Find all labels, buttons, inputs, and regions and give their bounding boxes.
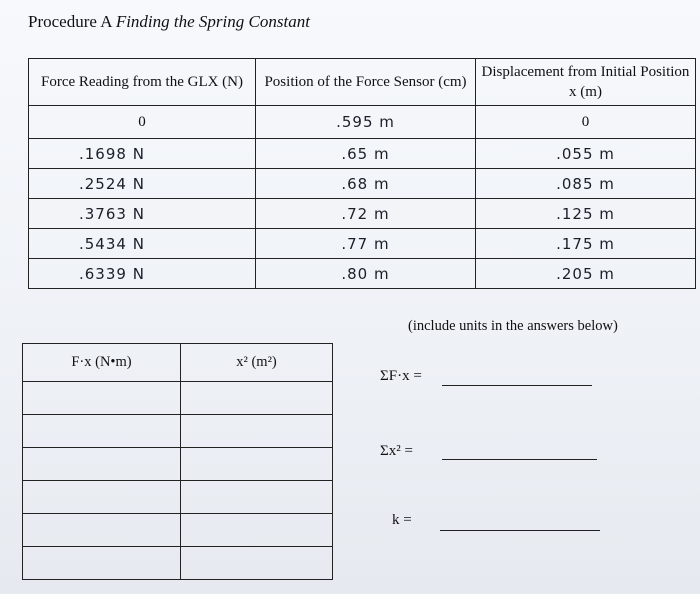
table-row <box>23 547 333 580</box>
x2-cell[interactable] <box>181 448 333 481</box>
table-row <box>29 139 696 169</box>
procedure-prefix: Procedure A <box>28 12 112 31</box>
header-position: Position of the Force Sensor (cm) <box>256 59 476 106</box>
table-row <box>23 448 333 481</box>
fx-cell[interactable] <box>23 415 181 448</box>
displacement-cell[interactable]: .055 m <box>476 139 696 169</box>
sum-x2-label: Σx² = <box>380 443 413 459</box>
fx-cell[interactable] <box>23 448 181 481</box>
x2-cell[interactable] <box>181 481 333 514</box>
fx-cell[interactable] <box>23 481 181 514</box>
force-cell[interactable]: .5434 N <box>29 229 256 259</box>
force-cell[interactable]: 0 <box>29 106 256 139</box>
table-row <box>29 106 696 139</box>
x2-cell[interactable] <box>181 547 333 580</box>
position-cell[interactable]: .72 m <box>256 199 476 229</box>
table-row <box>29 259 696 289</box>
x2-cell[interactable] <box>181 382 333 415</box>
displacement-cell[interactable]: .125 m <box>476 199 696 229</box>
position-cell[interactable]: .595 m <box>256 106 476 139</box>
force-cell[interactable]: .3763 N <box>29 199 256 229</box>
data-table <box>28 58 696 289</box>
displacement-cell[interactable]: .085 m <box>476 169 696 199</box>
position-cell[interactable]: .65 m <box>256 139 476 169</box>
fx-cell[interactable] <box>23 382 181 415</box>
x2-cell[interactable] <box>181 514 333 547</box>
calc-table <box>22 343 333 580</box>
k-answer-line[interactable] <box>440 530 600 531</box>
force-cell[interactable]: .6339 N <box>29 259 256 289</box>
procedure-heading <box>28 12 310 32</box>
force-cell[interactable]: .2524 N <box>29 169 256 199</box>
table-row <box>29 169 696 199</box>
table-row <box>29 199 696 229</box>
sum-x2-answer-line[interactable] <box>442 459 597 460</box>
units-note: (include units in the answers below) <box>408 318 618 334</box>
table-row <box>23 514 333 547</box>
header-displacement: Displacement from Initial Position x (m) <box>476 59 696 106</box>
header-force: Force Reading from the GLX (N) <box>29 59 256 106</box>
table-row <box>23 481 333 514</box>
fx-cell[interactable] <box>23 514 181 547</box>
header-fx: F·x (N•m) <box>23 344 181 382</box>
x2-cell[interactable] <box>181 415 333 448</box>
displacement-cell[interactable]: .175 m <box>476 229 696 259</box>
force-cell[interactable]: .1698 N <box>29 139 256 169</box>
position-cell[interactable]: .80 m <box>256 259 476 289</box>
position-cell[interactable]: .68 m <box>256 169 476 199</box>
table-row <box>29 229 696 259</box>
table-row <box>23 415 333 448</box>
procedure-title: Finding the Spring Constant <box>115 12 310 31</box>
k-label: k = <box>392 512 412 528</box>
fx-cell[interactable] <box>23 547 181 580</box>
sum-fx-answer-line[interactable] <box>442 385 592 386</box>
table-row <box>23 382 333 415</box>
sum-fx-label: ΣF·x = <box>380 368 422 384</box>
header-x2: x² (m²) <box>181 344 333 382</box>
displacement-cell[interactable]: .205 m <box>476 259 696 289</box>
displacement-cell[interactable]: 0 <box>476 106 696 139</box>
position-cell[interactable]: .77 m <box>256 229 476 259</box>
